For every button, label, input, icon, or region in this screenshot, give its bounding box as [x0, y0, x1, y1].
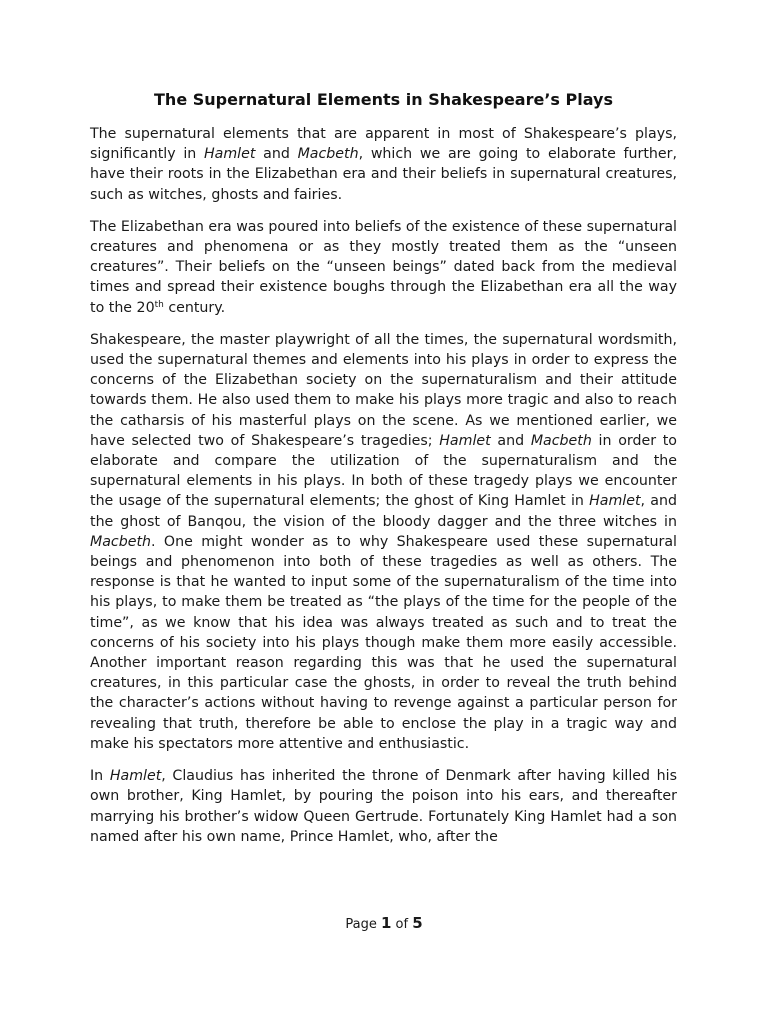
of-label: of: [395, 917, 409, 932]
paragraph-3-title-macbeth-1: Macbeth: [530, 432, 592, 449]
paragraph-2-superscript: th: [154, 299, 164, 310]
paragraph-3-text-g: , and the ghost of Banqou, the vision of the bloody dagger and the three witches in: [90, 493, 677, 530]
paragraph-3-title-hamlet-2: Hamlet: [589, 493, 641, 510]
paragraph-1-title-macbeth: Macbeth: [297, 146, 359, 163]
paragraph-1-text-c: and: [255, 146, 298, 163]
paragraph-3-text-a: Shakespeare, the master playwright of all the times, the supernatural wordsmith, used the supernatural themes and elements into his plays in order to express the concerns of the Elizabethan society on the supernaturalism and their attitude towards them. He also used them to make his plays more tragic and also to reach the catharsis of his masterful plays on the scene. As we mentioned earlier, we have selected two of Shakespeare’s tragedies;: [90, 331, 677, 449]
paragraph-1: [90, 124, 677, 205]
paragraph-4-title-hamlet: Hamlet: [109, 768, 162, 785]
paragraph-1-text-a: The supernatural elements that are apparent in most of Shakespeare’s plays, significantly in: [90, 126, 677, 163]
paragraph-1-text-e: , which we are going to elaborate further, have their roots in the Elizabethan era and their beliefs in supernatural creatures, such as witches, ghosts and fairies.: [90, 146, 677, 203]
paragraph-3-text-i: . One might wonder as to why Shakespeare used these supernatural beings and phenomenon into both of these tragedies as well as others. The response is that he wanted to input some of the supernaturalism of the time into his plays, to make them be treated as “the plays of the time for the people of the time”, as we know that his idea was always treated as such and to treat the concerns of his society into his plays though make them more easily accessible. Another important reason regarding this was that he used the supernatural creatures, in this particular case the ghosts, in order to reveal the truth behind the character’s actions without having to revenge against a particular person for revealing that truth, therefore be able to enclose the play in a tragic way and make his spectators more attentive and enthusiastic.: [90, 533, 677, 752]
paragraph-4-text-c: , Claudius has inherited the throne of Denmark after having killed his own brother, King Hamlet, by pouring the poison into his ears, and thereafter marrying his brother’s widow Queen Gertrude. Fortunately King Hamlet had a son named after his own name, Prince Hamlet, who, after the: [90, 768, 677, 845]
page-label: Page: [345, 917, 377, 932]
paragraph-3-title-hamlet-1: Hamlet: [439, 432, 491, 449]
page-footer: [0, 914, 768, 932]
paragraph-3-text-c: and: [490, 432, 531, 449]
paragraph-4-text-a: In: [90, 768, 110, 785]
paragraph-3: [90, 330, 677, 754]
paragraph-1-title-hamlet: Hamlet: [203, 146, 256, 163]
paragraph-4: [90, 766, 677, 847]
paragraph-3-title-macbeth-2: Macbeth: [90, 533, 152, 550]
document-title: The Supernatural Elements in Shakespeare’s Plays: [154, 90, 613, 109]
document-body: [90, 88, 677, 847]
paragraph-2-text-b: century.: [163, 299, 226, 316]
paragraph-2: [90, 217, 677, 318]
total-page-count: 5: [412, 914, 423, 932]
paragraph-2-text-a: The Elizabethan era was poured into beliefs of the existence of these supernatural creatures and phenomena or as they mostly treated them as the “unseen creatures”. Their beliefs on the “unseen beings” dated back from the medieval times and spread their existence boughs through the Elizabethan era all the way to the 20: [90, 218, 677, 316]
current-page-number: 1: [380, 914, 392, 932]
paragraph-3-text-e: in order to elaborate and compare the utilization of the supernaturalism and the supernatural elements in his plays. In both of these tragedy plays we encounter the usage of the supernatural elements; the ghost of King Hamlet in: [90, 432, 677, 510]
